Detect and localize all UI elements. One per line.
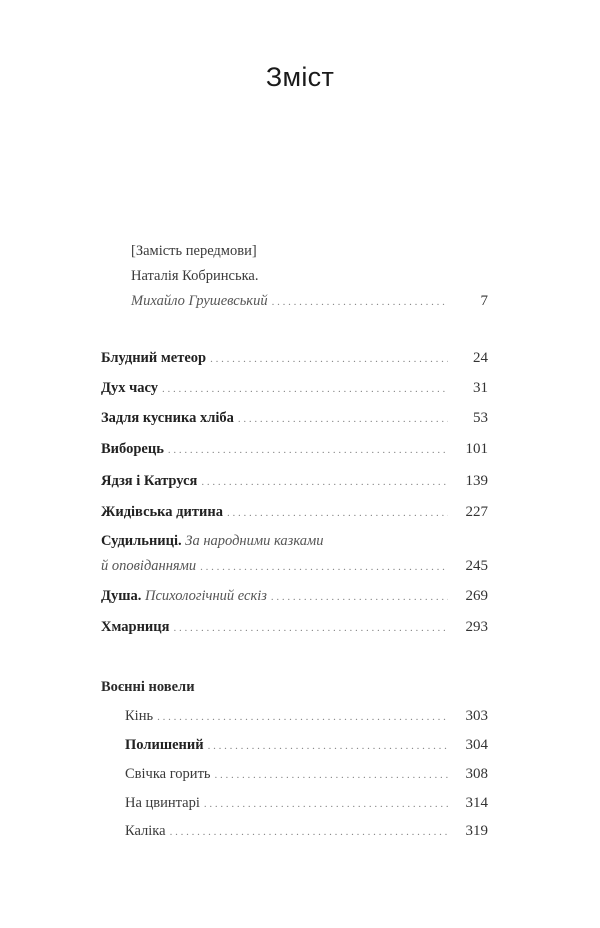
- dot-leader: [208, 737, 448, 755]
- page-number: 293: [465, 619, 488, 635]
- dot-leader: [210, 350, 448, 368]
- intro-line-preface: [Замість передмови]: [131, 243, 257, 259]
- entry-title: На цвинтарі: [125, 795, 200, 811]
- page-number: 303: [465, 708, 488, 724]
- toc-entry[interactable]: [101, 409, 488, 428]
- toc-entry[interactable]: [101, 472, 488, 491]
- entry-title: Михайло Грушевський: [131, 293, 268, 309]
- page-number: 245: [465, 558, 488, 574]
- dot-leader: [215, 766, 448, 784]
- toc-subentry[interactable]: [125, 822, 488, 841]
- page-number: 269: [465, 588, 488, 604]
- entry-title: Судильниці.: [101, 533, 182, 549]
- toc-entry[interactable]: [101, 349, 488, 368]
- toc-entry-intro[interactable]: [131, 292, 488, 311]
- page-number: 314: [465, 795, 488, 811]
- page-number: 227: [465, 504, 488, 520]
- toc-subentry[interactable]: [125, 736, 488, 755]
- entry-subtitle: За народними казками: [185, 533, 324, 549]
- page-number: 7: [480, 293, 488, 309]
- entry-title: Жидівська дитина: [101, 504, 223, 520]
- toc-subentry[interactable]: [125, 794, 488, 813]
- entry-title: Хмарниця: [101, 619, 170, 635]
- toc-entry-first-line[interactable]: [101, 532, 324, 550]
- entry-title: Задля кусника хліба: [101, 410, 234, 426]
- page-number: 101: [465, 441, 488, 457]
- toc-entry[interactable]: [101, 557, 488, 576]
- entry-title: Ядзя і Катруся: [101, 473, 198, 489]
- dot-leader: [271, 588, 448, 606]
- dot-leader: [204, 795, 448, 813]
- section-heading-war-stories: Воєнні новели: [101, 679, 195, 695]
- page-number: 319: [465, 823, 488, 839]
- entry-title: Дух часу: [101, 380, 159, 396]
- entry-title: Каліка: [125, 823, 166, 839]
- page-number: 31: [473, 380, 488, 396]
- page-number: 308: [465, 766, 488, 782]
- page-number: 53: [473, 410, 488, 426]
- entry-subtitle-continued: й оповіданнями: [101, 558, 197, 574]
- toc-entry[interactable]: [101, 587, 488, 606]
- page-number: 304: [465, 737, 488, 753]
- entry-title: Свічка горить: [125, 766, 211, 782]
- toc-entry[interactable]: [101, 503, 488, 522]
- dot-leader: [173, 619, 448, 637]
- toc-subentry[interactable]: [125, 707, 488, 726]
- entry-title: Блудний метеор: [101, 350, 207, 366]
- entry-title: Душа.: [101, 588, 142, 604]
- intro-line-author: Наталія Кобринська.: [131, 268, 259, 284]
- page-number: 24: [473, 350, 488, 366]
- dot-leader: [162, 380, 448, 398]
- dot-leader: [168, 441, 448, 459]
- dot-leader: [157, 708, 448, 726]
- dot-leader: [170, 823, 448, 841]
- dot-leader: [238, 410, 448, 428]
- entry-label: [101, 587, 267, 605]
- toc-entry[interactable]: [101, 618, 488, 637]
- entry-title: Полишений: [125, 737, 204, 753]
- page-title: Зміст: [265, 62, 335, 92]
- toc-entry[interactable]: [101, 379, 488, 398]
- toc-entry[interactable]: [101, 440, 488, 459]
- toc-subentry[interactable]: [125, 765, 488, 784]
- page-number: 139: [465, 473, 488, 489]
- dot-leader: [200, 558, 448, 576]
- entry-subtitle: Психологічний ескіз: [144, 588, 267, 604]
- entry-title: Кінь: [125, 708, 154, 724]
- entry-title: Виборець: [101, 441, 164, 457]
- dot-leader: [227, 504, 448, 522]
- dot-leader: [272, 293, 448, 311]
- dot-leader: [201, 473, 448, 491]
